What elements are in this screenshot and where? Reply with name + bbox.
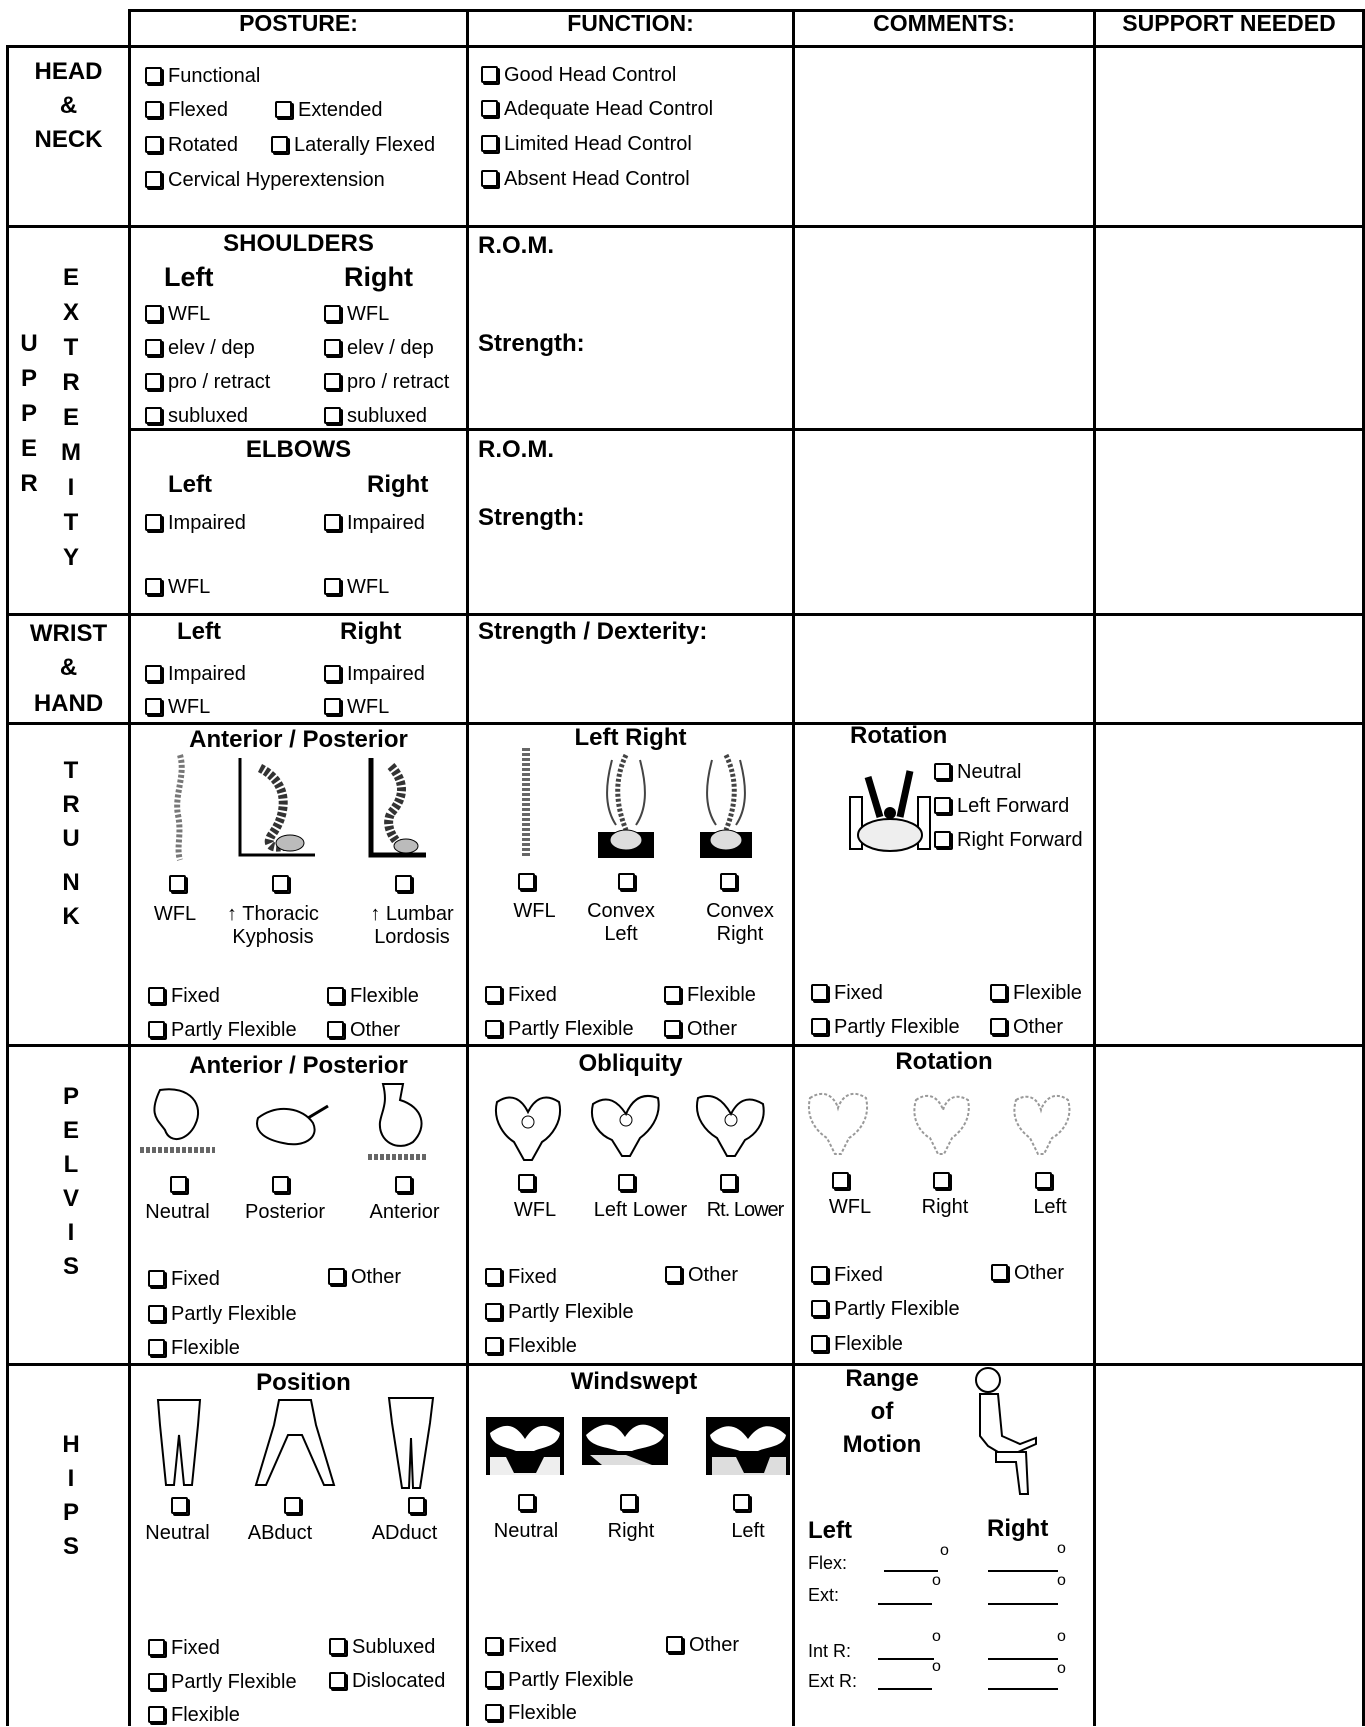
trunk-lr-convex-left-caption: Convex Left (587, 900, 655, 945)
pelvis-obliquity-wfl-icon (492, 1092, 564, 1164)
trunk-ap-wfl-caption: WFL (153, 903, 197, 925)
checkbox[interactable] (148, 1270, 165, 1287)
option-good-head-control[interactable]: Good Head Control (481, 63, 676, 87)
windswept-other[interactable]: Other (666, 1633, 739, 1657)
hips-fixed[interactable]: Fixed (148, 1636, 220, 1660)
pelvis-rot-right-checkbox[interactable] (933, 1172, 950, 1192)
upper-label: U P P E R (20, 330, 38, 497)
pelvis-ap-other[interactable]: Other (328, 1265, 401, 1289)
intr-right-field[interactable] (988, 1658, 1058, 1660)
checkbox[interactable] (485, 1704, 502, 1721)
windswept-flexible[interactable]: Flexible (485, 1701, 577, 1725)
pelvis-obl-left-lower-checkbox[interactable] (618, 1174, 635, 1194)
windswept-neutral-checkbox[interactable] (518, 1494, 535, 1514)
checkbox[interactable] (811, 1018, 828, 1035)
rom-right-label: Right (987, 1515, 1049, 1542)
ext-right-field[interactable] (988, 1603, 1058, 1605)
windswept-right-caption: Right (607, 1520, 655, 1542)
trunk-lr-convex-left-checkbox[interactable] (618, 873, 635, 893)
pelvis-obl-right-lower-checkbox[interactable] (720, 1174, 737, 1194)
elbows-left-label: Left (168, 471, 212, 498)
trunk-lr-convex-right-caption: Convex Right (706, 900, 774, 945)
extr-right-field[interactable] (988, 1688, 1058, 1690)
checkbox[interactable] (145, 339, 162, 356)
checkbox[interactable] (145, 67, 162, 84)
checkbox[interactable] (324, 373, 341, 390)
shoulders-right-label: Right (344, 262, 413, 292)
rom-left-label: Left (808, 1517, 852, 1544)
posture-column-header: POSTURE: (239, 10, 358, 36)
option-rotated[interactable]: Rotated (145, 133, 238, 157)
checkbox[interactable] (485, 1268, 502, 1285)
pelvis-rotation-left-icon (1010, 1088, 1076, 1158)
hips-flexible[interactable]: Flexible (148, 1703, 240, 1727)
checkbox[interactable] (328, 1268, 345, 1285)
trunk-ap-fixed[interactable]: Fixed (148, 984, 220, 1008)
trunk-rotation-left-forward[interactable]: Left Forward (934, 794, 1069, 818)
pelvis-rot-partly-flexible[interactable]: Partly Flexible (811, 1297, 960, 1321)
checkbox[interactable] (665, 1266, 682, 1283)
pelvis-ap-neutral-caption: Neutral (145, 1201, 210, 1223)
checkbox[interactable] (145, 514, 162, 531)
option-extended[interactable]: Extended (275, 98, 383, 122)
trunk-rotation-title: Rotation (850, 722, 948, 749)
rom-extr-label: Ext R: (808, 1671, 858, 1691)
shoulder-right-subluxed[interactable]: subluxed (324, 404, 427, 428)
checkbox[interactable] (811, 1266, 828, 1283)
shoulder-right-wfl[interactable]: WFL (324, 302, 389, 326)
elbow-right-wfl[interactable]: WFL (324, 575, 389, 599)
pelvis-ap-neutral-checkbox[interactable] (170, 1176, 187, 1196)
neck-label: NECK (34, 126, 103, 153)
wrist-left-label: Left (177, 618, 221, 645)
windswept-right-checkbox[interactable] (620, 1494, 637, 1514)
degree-mark: o (1057, 1540, 1066, 1557)
checkbox[interactable] (664, 986, 681, 1003)
elbow-strength-label: Strength: (478, 504, 585, 531)
checkbox[interactable] (329, 1638, 346, 1655)
pelvis-anterior-icon (368, 1082, 433, 1167)
extr-left-field[interactable] (878, 1688, 932, 1690)
checkbox[interactable] (481, 170, 498, 187)
trunk-ap-lordosis-checkbox[interactable] (395, 875, 412, 895)
hips-position-title: Position (256, 1369, 351, 1396)
checkbox[interactable] (324, 578, 341, 595)
checkbox[interactable] (811, 1335, 828, 1352)
pelvis-ap-partly-flexible[interactable]: Partly Flexible (148, 1302, 297, 1326)
trunk-ap-title: Anterior / Posterior (189, 726, 408, 753)
trunk-lr-title: Left Right (574, 724, 687, 751)
trunk-ap-flexible[interactable]: Flexible (327, 984, 419, 1008)
trunk-rot-partly-flexible[interactable]: Partly Flexible (811, 1015, 960, 1039)
rom-intr-label: Int R: (808, 1641, 852, 1661)
intr-left-field[interactable] (878, 1658, 934, 1660)
hips-neutral-checkbox[interactable] (171, 1497, 188, 1517)
checkbox[interactable] (327, 987, 344, 1004)
degree-mark: o (932, 1572, 941, 1589)
trunk-lr-fixed[interactable]: Fixed (485, 983, 557, 1007)
checkbox[interactable] (329, 1672, 346, 1689)
checkbox[interactable] (145, 305, 162, 322)
trunk-ap-kyphosis-checkbox[interactable] (272, 875, 289, 895)
option-limited-head-control[interactable]: Limited Head Control (481, 132, 692, 156)
windswept-neutral-icon (486, 1417, 564, 1475)
elbow-left-impaired[interactable]: Impaired (145, 511, 246, 535)
wrist-right-label: Right (340, 618, 402, 645)
windswept-left-caption: Left (731, 1520, 765, 1542)
shoulder-right-pro-retract[interactable]: pro / retract (324, 370, 449, 394)
range-of-motion-title: Range of Motion (842, 1365, 922, 1458)
option-functional[interactable]: Functional (145, 64, 260, 88)
checkbox[interactable] (485, 1337, 502, 1354)
checkbox[interactable] (811, 1300, 828, 1317)
hips-adduct-checkbox[interactable] (408, 1497, 425, 1517)
checkbox[interactable] (148, 1021, 165, 1038)
pelvis-ap-flexible[interactable]: Flexible (148, 1336, 240, 1360)
option-laterally-flexed[interactable]: Laterally Flexed (271, 133, 435, 157)
wrist-right-wfl[interactable]: WFL (324, 695, 389, 719)
function-column-header: FUNCTION: (567, 10, 694, 36)
checkbox[interactable] (485, 1303, 502, 1320)
windswept-fixed[interactable]: Fixed (485, 1634, 557, 1658)
trunk-rot-flexible[interactable]: Flexible (990, 981, 1082, 1005)
spine-convex-right-icon (698, 750, 754, 860)
degree-mark: o (940, 1542, 949, 1559)
shoulder-rom-label: R.O.M. (478, 232, 554, 259)
hand-label: HAND (33, 690, 104, 717)
checkbox[interactable] (145, 373, 162, 390)
seated-figure-icon (970, 1366, 1040, 1501)
checkbox[interactable] (324, 665, 341, 682)
trunk-lr-convex-right-checkbox[interactable] (720, 873, 737, 893)
checkbox[interactable] (275, 101, 292, 118)
option-adequate-head-control[interactable]: Adequate Head Control (481, 97, 713, 121)
checkbox[interactable] (934, 831, 951, 848)
pelvis-rot-flexible[interactable]: Flexible (811, 1332, 903, 1356)
hips-abduct-caption: ABduct (247, 1522, 313, 1544)
pelvis-ap-anterior-checkbox[interactable] (395, 1176, 412, 1196)
checkbox[interactable] (148, 1706, 165, 1723)
shoulder-left-elev-dep[interactable]: elev / dep (145, 336, 255, 360)
checkbox[interactable] (148, 1339, 165, 1356)
degree-mark: o (932, 1628, 941, 1645)
checkbox[interactable] (271, 136, 288, 153)
checkbox[interactable] (666, 1636, 683, 1653)
checkbox[interactable] (145, 136, 162, 153)
pelvis-rot-wfl-caption: WFL (828, 1196, 872, 1218)
flex-left-field[interactable] (884, 1570, 938, 1572)
checkbox[interactable] (485, 1020, 502, 1037)
pelvis-rot-other[interactable]: Other (991, 1261, 1064, 1285)
checkbox[interactable] (148, 987, 165, 1004)
strength-dexterity-label: Strength / Dexterity: (478, 618, 708, 645)
pelvis-ap-title: Anterior / Posterior (189, 1052, 408, 1079)
hips-windswept-title: Windswept (570, 1368, 698, 1395)
checkbox[interactable] (145, 171, 162, 188)
hips-dislocated[interactable]: Dislocated (329, 1669, 445, 1693)
windswept-neutral-caption: Neutral (493, 1520, 559, 1542)
pelvis-obliquity-left-lower-icon (588, 1090, 664, 1162)
trunk-ap-partly-flexible[interactable]: Partly Flexible (148, 1018, 297, 1042)
checkbox[interactable] (990, 984, 1007, 1001)
option-flexed[interactable]: Flexed (145, 98, 228, 122)
pelvis-obl-wfl-checkbox[interactable] (518, 1174, 535, 1194)
rom-ext-label: Ext: (808, 1585, 840, 1605)
shoulder-strength-label: Strength: (478, 330, 585, 357)
trunk-lr-wfl-caption: WFL (513, 900, 556, 922)
wrist-label: WRIST (29, 620, 108, 647)
trunk-lr-other[interactable]: Other (664, 1017, 737, 1041)
trunk-label: T R U N K (62, 757, 80, 930)
checkbox[interactable] (148, 1305, 165, 1322)
shoulder-right-elev-dep[interactable]: elev / dep (324, 336, 434, 360)
checkbox[interactable] (145, 665, 162, 682)
spine-convex-left-icon (594, 750, 658, 860)
pelvis-obl-other[interactable]: Other (665, 1263, 738, 1287)
trunk-ap-kyphosis-caption: ↑ Thoracic Kyphosis (227, 903, 319, 948)
support-needed-column-header: SUPPORT NEEDED (1122, 10, 1336, 36)
comments-column-header: COMMENTS: (873, 10, 1015, 36)
degree-mark: o (1057, 1572, 1066, 1589)
hips-subluxed[interactable]: Subluxed (329, 1635, 435, 1659)
spine-side-wfl-icon (160, 755, 200, 860)
trunk-rotation-neutral[interactable]: Neutral (934, 760, 1021, 784)
wrist-amp-label: & (59, 654, 78, 681)
trunk-ap-lordosis-caption: ↑ Lumbar Lordosis (370, 903, 454, 948)
head-amp-label: & (59, 92, 78, 119)
elbow-left-wfl[interactable]: WFL (145, 575, 210, 599)
checkbox[interactable] (148, 1639, 165, 1656)
pelvis-obliquity-right-lower-icon (693, 1090, 769, 1162)
shoulders-title: SHOULDERS (223, 230, 374, 257)
checkbox[interactable] (481, 135, 498, 152)
extremity-label: E X T R E M I T Y (61, 264, 81, 571)
trunk-rot-fixed[interactable]: Fixed (811, 981, 883, 1005)
pelvis-label: P E L V I S (62, 1083, 79, 1280)
pelvis-rotation-title: Rotation (895, 1048, 993, 1075)
pelvis-rot-left-checkbox[interactable] (1035, 1172, 1052, 1192)
spine-kyphosis-icon (235, 758, 317, 858)
pelvis-posterior-icon (248, 1098, 330, 1158)
checkbox[interactable] (485, 1671, 502, 1688)
degree-mark: o (1057, 1628, 1066, 1645)
pelvis-obl-partly-flexible[interactable]: Partly Flexible (485, 1300, 634, 1324)
pelvis-obl-flexible[interactable]: Flexible (485, 1334, 577, 1358)
pelvis-obl-left-lower-caption: Left Lower (593, 1199, 688, 1221)
checkbox[interactable] (145, 578, 162, 595)
pelvis-neutral-icon (140, 1085, 215, 1165)
wrist-left-wfl[interactable]: WFL (145, 695, 210, 719)
checkbox[interactable] (811, 984, 828, 1001)
hips-partly-flexible[interactable]: Partly Flexible (148, 1670, 297, 1694)
windswept-partly-flexible[interactable]: Partly Flexible (485, 1668, 634, 1692)
checkbox[interactable] (145, 101, 162, 118)
elbow-rom-label: R.O.M. (478, 436, 554, 463)
option-absent-head-control[interactable]: Absent Head Control (481, 167, 690, 191)
checkbox[interactable] (991, 1264, 1008, 1281)
checkbox[interactable] (324, 698, 341, 715)
checkbox[interactable] (481, 100, 498, 117)
degree-mark: o (932, 1658, 941, 1675)
hips-label: H I P S (62, 1431, 80, 1560)
checkbox[interactable] (145, 698, 162, 715)
pelvis-rotation-wfl-icon (805, 1088, 871, 1158)
pelvis-ap-posterior-checkbox[interactable] (272, 1176, 289, 1196)
ext-left-field[interactable] (878, 1603, 932, 1605)
shoulders-left-label: Left (164, 262, 214, 292)
pelvis-rot-right-caption: Right (921, 1196, 969, 1218)
checkbox[interactable] (145, 407, 162, 424)
checkbox[interactable] (324, 339, 341, 356)
checkbox[interactable] (481, 66, 498, 83)
checkbox[interactable] (324, 407, 341, 424)
rom-flex-label: Flex: (808, 1553, 848, 1573)
shoulder-left-wfl[interactable]: WFL (145, 302, 210, 326)
pelvis-rot-left-caption: Left (1033, 1196, 1067, 1218)
pelvis-obl-right-lower-caption: Rt. Lower (706, 1199, 784, 1221)
pelvis-obl-fixed[interactable]: Fixed (485, 1265, 557, 1289)
pelvis-ap-posterior-caption: Posterior (244, 1201, 326, 1223)
elbows-right-label: Right (367, 471, 429, 498)
checkbox[interactable] (934, 797, 951, 814)
trunk-lr-wfl-checkbox[interactable] (518, 873, 535, 893)
spine-lordosis-icon (366, 758, 428, 858)
checkbox[interactable] (327, 1021, 344, 1038)
wrist-left-impaired[interactable]: Impaired (145, 662, 246, 686)
pelvis-obl-wfl-caption: WFL (513, 1199, 557, 1221)
trunk-lr-flexible[interactable]: Flexible (664, 983, 756, 1007)
hips-adduct-caption: ADduct (371, 1522, 438, 1544)
flex-right-field[interactable] (988, 1570, 1058, 1572)
checkbox[interactable] (324, 514, 341, 531)
pelvis-obliquity-title: Obliquity (578, 1050, 683, 1077)
checkbox[interactable] (485, 1637, 502, 1654)
checkbox[interactable] (485, 986, 502, 1003)
trunk-ap-other[interactable]: Other (327, 1018, 400, 1042)
elbows-title: ELBOWS (245, 436, 352, 463)
trunk-lr-partly-flexible[interactable]: Partly Flexible (485, 1017, 634, 1041)
option-cervical-hyperextension[interactable]: Cervical Hyperextension (145, 168, 385, 192)
head-label: HEAD (34, 58, 103, 85)
degree-mark: o (1057, 1660, 1066, 1677)
windswept-left-icon (706, 1417, 790, 1475)
pelvis-rot-wfl-checkbox[interactable] (832, 1172, 849, 1192)
elbow-right-impaired[interactable]: Impaired (324, 511, 425, 535)
trunk-rot-other[interactable]: Other (990, 1015, 1063, 1039)
hips-neutral-caption: Neutral (145, 1522, 210, 1544)
checkbox[interactable] (934, 763, 951, 780)
pelvis-ap-fixed[interactable]: Fixed (148, 1267, 220, 1291)
wrist-right-impaired[interactable]: Impaired (324, 662, 425, 686)
hips-abduct-checkbox[interactable] (284, 1497, 301, 1517)
pelvis-rotation-right-icon (908, 1088, 974, 1158)
checkbox[interactable] (148, 1673, 165, 1690)
checkbox[interactable] (990, 1018, 1007, 1035)
windswept-right-icon (582, 1417, 668, 1465)
hips-abduct-icon (254, 1395, 336, 1490)
trunk-ap-wfl-checkbox[interactable] (169, 875, 186, 895)
spine-front-wfl-icon (514, 748, 538, 858)
hips-adduct-icon (384, 1393, 438, 1493)
shoulder-left-subluxed[interactable]: subluxed (145, 404, 248, 428)
checkbox[interactable] (324, 305, 341, 322)
shoulder-left-pro-retract[interactable]: pro / retract (145, 370, 270, 394)
checkbox[interactable] (664, 1020, 681, 1037)
trunk-rotation-right-forward[interactable]: Right Forward (934, 828, 1083, 852)
hips-neutral-icon (148, 1395, 210, 1490)
pelvis-rot-fixed[interactable]: Fixed (811, 1263, 883, 1287)
trunk-rotation-icon (848, 757, 933, 855)
windswept-left-checkbox[interactable] (733, 1494, 750, 1514)
pelvis-ap-anterior-caption: Anterior (369, 1201, 440, 1223)
